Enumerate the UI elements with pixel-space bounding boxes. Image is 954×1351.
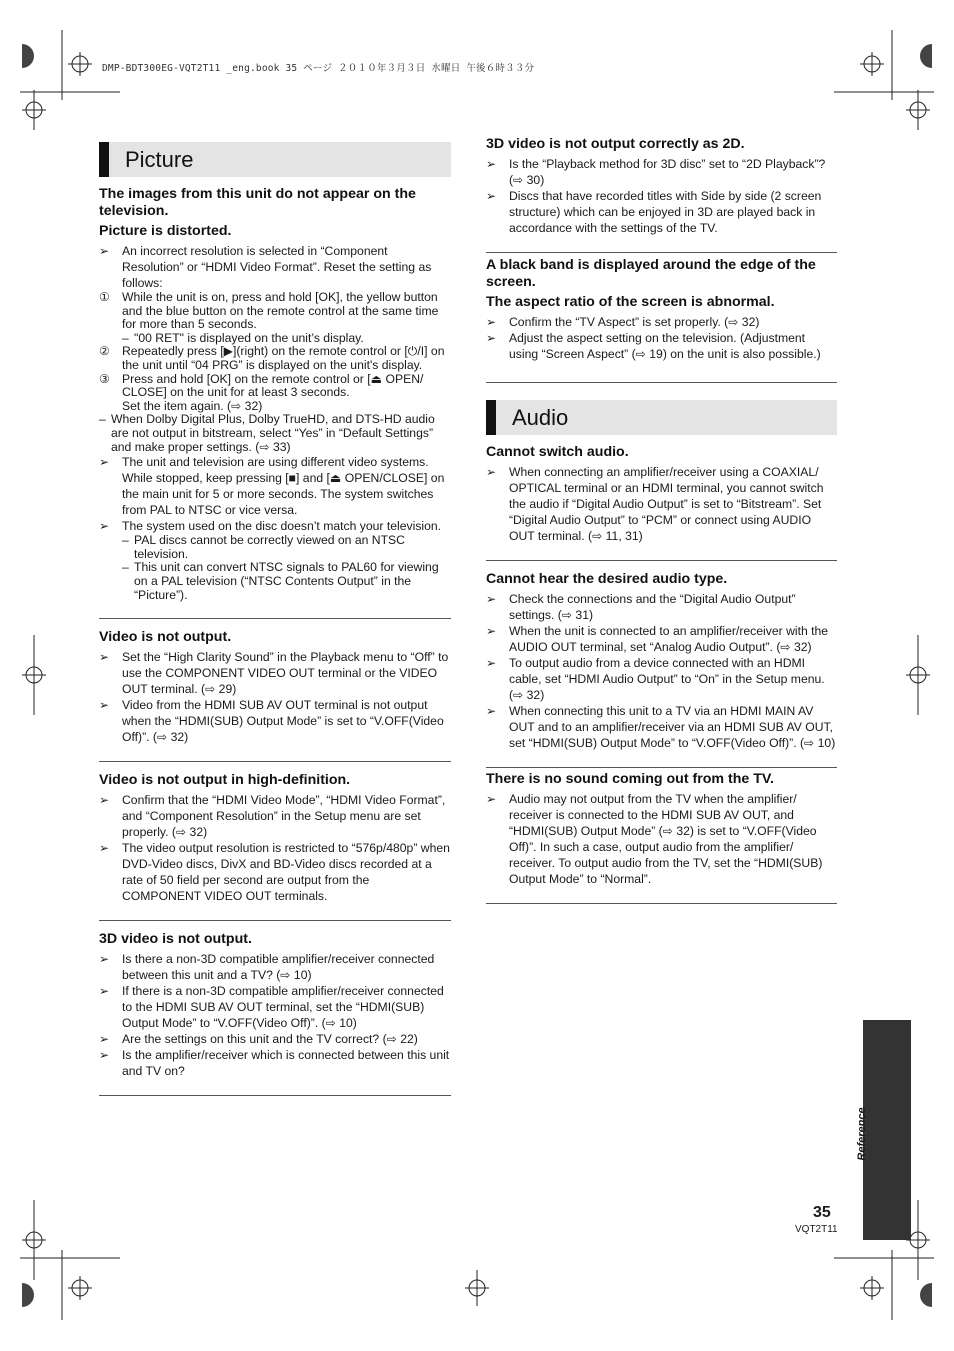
faq-item: [99, 518, 451, 534]
step-text: Set the item again. (⇨ 32): [122, 398, 263, 413]
arrow-icon: ➢: [99, 698, 110, 713]
arrow-icon: ➢: [99, 952, 110, 967]
arrow-icon: ➢: [99, 455, 110, 470]
procedure-step: [99, 291, 451, 332]
faq-item-text: An incorrect resolution is selected in “Component Resolution” or “HDMI Video Format”. Reset the setting as follows:: [122, 244, 432, 290]
faq-item: [99, 1047, 451, 1079]
arrow-icon: ➢: [486, 656, 497, 670]
faq-heading: 3D video is not output.: [99, 931, 252, 948]
page-code: VQT2T11: [795, 1224, 838, 1235]
faq-block-video-not-output: [99, 619, 451, 761]
faq-item-text: Is the “Playback method for 3D disc” set to “2D Playback”? (⇨ 30): [509, 157, 826, 187]
arrow-icon: ➢: [486, 704, 497, 718]
arrow-icon: ➢: [99, 984, 110, 999]
faq-item: [99, 243, 451, 291]
faq-heading: 3D video is not output correctly as 2D.: [486, 136, 745, 152]
faq-heading: Video is not output.: [99, 629, 232, 646]
section-marker: [99, 142, 109, 177]
faq-item-text: When the unit is connected to an amplifier/receiver with the AUDIO OUT terminal, set “Analog Audio Output”. (⇨ 32): [509, 624, 829, 654]
faq-item-text: Is there a non-3D compatible amplifier/receiver connected between this unit and a TV? (⇨ 10): [122, 952, 435, 983]
dash-mark: –: [122, 533, 129, 548]
step-text: While the unit is on, press and hold [OK], the yellow button and the blue button on the remote control at the same time for more than 5 seconds.: [122, 290, 439, 332]
dash-mark: –: [122, 560, 129, 575]
section-title: Picture: [125, 146, 194, 172]
arrow-icon: ➢: [486, 792, 497, 806]
faq-heading: The aspect ratio of the screen is abnormal.: [486, 294, 775, 310]
section-header-picture: [99, 142, 451, 177]
procedure-step-continued: [99, 400, 451, 414]
faq-item-text: Audio may not output from the TV when the amplifier/ receiver is connected to the HDMI SUB AV OUT, and “HDMI(SUB) Output Mode” (⇨ 32) is set to “V.OFF(Video Off)”. In such a case, output audio from the amplifier/ receiver. To output audio from the TV, set the “HDMI(SUB) Output Mode” to “Normal”.: [509, 792, 823, 886]
arrow-icon: ➢: [99, 841, 110, 856]
step-note: [99, 332, 451, 346]
faq-item: [486, 330, 837, 362]
faq-block-no-picture: [99, 186, 451, 618]
note-item: [99, 561, 451, 602]
faq-item-text: Are the settings on this unit and the TV correct? (⇨ 22): [122, 1032, 418, 1047]
faq-block-cannot-switch-audio: [486, 444, 837, 560]
faq-item-text: The system used on the disc doesn’t match your television.: [122, 519, 442, 534]
faq-item: [486, 188, 837, 236]
arrow-icon: ➢: [99, 650, 110, 665]
faq-item: [486, 703, 837, 751]
faq-item: [99, 840, 451, 904]
faq-item-text: The video output resolution is restricted to “576p/480p” when DVD-Video discs, DivX and BD-Video discs recorded at a rate of 50 field per second are output from the COMPONENT VIDEO OUT terminals.: [122, 841, 450, 904]
section-marker: [486, 400, 496, 435]
faq-item: [99, 649, 451, 697]
section-title: Audio: [512, 404, 569, 430]
faq-heading: Cannot switch audio.: [486, 444, 629, 460]
faq-item: [99, 951, 451, 983]
arrow-icon: ➢: [486, 189, 497, 203]
faq-item-text: Is the amplifier/receiver which is connected between this unit and TV on?: [122, 1048, 450, 1079]
arrow-icon: ➢: [99, 1048, 110, 1063]
arrow-icon: ➢: [486, 465, 497, 479]
step-number-3: ③: [99, 371, 110, 386]
divider: [486, 903, 837, 904]
faq-item: [99, 454, 451, 518]
faq-item-text: The unit and television are using different video systems. While stopped, keep pressing [■] and [⏏ OPEN/CLOSE] on the main unit for 5 or more seconds. The system switches from PAL to NTSC or vice versa.: [122, 455, 445, 518]
faq-block-black-band: [486, 253, 837, 382]
step-text: Press and hold [OK] on the remote control or [⏏ OPEN/ CLOSE] on the unit for at least 3 seconds.: [122, 371, 424, 400]
arrow-icon: ➢: [486, 315, 497, 329]
step-note-text: "00 RET" is displayed on the unit’s display.: [134, 330, 364, 345]
faq-item-text: Video from the HDMI SUB AV OUT terminal is not output when the “HDMI(SUB) Output Mode” is set to “V.OFF(Video Off)”. (⇨ 32): [122, 698, 444, 745]
faq-item-text: To output audio from a device connected with an HDMI cable, set “HDMI Audio Output” to “On” in the Setup menu. (⇨ 32): [509, 656, 825, 702]
arrow-icon: ➢: [486, 331, 497, 345]
faq-item: [99, 697, 451, 745]
faq-block-3d-as-2d: [486, 136, 837, 252]
procedure-step: [99, 373, 451, 400]
note-item: [99, 534, 451, 561]
arrow-icon: ➢: [486, 624, 497, 638]
faq-item-text: When connecting this unit to a TV via an HDMI MAIN AV OUT and to an amplifier/receiver via an HDMI SUB AV OUT, set “HDMI(SUB) Output Mode” to “V.OFF(Video Off)”. (⇨ 10): [509, 704, 836, 750]
faq-block-no-3d: [99, 921, 451, 1095]
faq-heading: The images from this unit do not appear on the television.: [99, 186, 416, 219]
arrow-icon: ➢: [486, 592, 497, 606]
faq-heading: A black band is displayed around the edge of the screen.: [486, 257, 816, 290]
left-column: [99, 142, 451, 1096]
note-item: [99, 413, 451, 454]
step-number-1: ①: [99, 290, 110, 304]
right-column: [486, 136, 837, 904]
step-number-2: ②: [99, 344, 110, 359]
faq-block-no-hd: [99, 762, 451, 920]
faq-heading: There is no sound coming out from the TV.: [486, 771, 774, 787]
reference-label: Reference: [856, 1107, 868, 1161]
dash-mark: –: [122, 330, 129, 345]
arrow-icon: ➢: [99, 244, 110, 258]
faq-item: [99, 792, 451, 840]
faq-item-text: Discs that have recorded titles with Side by side (2 screen structure) which can be enjoyed in 3D are played back in accordance with the settings of the TV.: [509, 189, 822, 235]
faq-item-text: Confirm that the “HDMI Video Mode”, “HDMI Video Format”, and “Component Resolution” in the Setup menu are set properly. (⇨ 32): [122, 793, 446, 840]
reference-tab: [863, 1020, 911, 1240]
faq-block-no-tv-sound: [486, 768, 837, 903]
faq-heading: Video is not output in high-definition.: [99, 772, 351, 789]
faq-item-text: Confirm the “TV Aspect” is set properly. (⇨ 32): [509, 315, 760, 329]
faq-heading: Cannot hear the desired audio type.: [486, 571, 728, 587]
faq-item-text: Check the connections and the “Digital Audio Output” settings. (⇨ 31): [509, 592, 796, 622]
faq-item: [486, 156, 837, 188]
arrow-icon: ➢: [99, 1032, 110, 1047]
page-number: 35: [813, 1204, 831, 1221]
print-header: DMP-BDT300EG-VQT2T11 _eng.book 35 ページ ２０１０年３月３日 水曜日 午後６時３３分: [102, 63, 535, 74]
arrow-icon: ➢: [486, 157, 497, 171]
faq-heading: Picture is distorted.: [99, 223, 232, 239]
arrow-icon: ➢: [99, 793, 110, 808]
divider: [99, 1095, 451, 1096]
arrow-icon: ➢: [99, 519, 110, 534]
faq-item: [486, 464, 837, 544]
faq-item-text: Set the “High Clarity Sound” in the Playback menu to “Off” to use the COMPONENT VIDEO OUT terminal or the VIDEO OUT terminal. (⇨ 29): [122, 650, 449, 697]
faq-item: [486, 591, 837, 623]
note-text: When Dolby Digital Plus, Dolby TrueHD, and DTS-HD audio are not output in bitstream, select “Yes” in “Default Settings” and make proper settings. (⇨ 33): [111, 412, 435, 454]
dash-mark: –: [99, 412, 106, 427]
faq-item: [99, 1031, 451, 1047]
faq-item: [486, 655, 837, 703]
note-text: This unit can convert NTSC signals to PAL60 for viewing on a PAL television (“NTSC Contents Output” in the “Picture”).: [134, 560, 439, 602]
faq-item-text: When connecting an amplifier/receiver using a COAXIAL/ OPTICAL terminal or an HDMI terminal, you cannot switch the audio if “Digital Audio Output” is set to “Bitstream”. Set “Digital Audio Output” to “PCM” or connect using AUDIO OUT terminal. (⇨ 11, 31): [509, 465, 824, 543]
faq-block-desired-audio: [486, 561, 837, 767]
faq-item: [486, 623, 837, 655]
procedure-step: [99, 345, 451, 372]
section-header-audio: [486, 400, 837, 435]
note-text: PAL discs cannot be correctly viewed on an NTSC television.: [134, 533, 405, 561]
faq-item-text: Adjust the aspect setting on the television. (Adjustment using “Screen Aspect” (⇨ 19) on the unit is also possible.): [509, 331, 821, 361]
faq-item: [486, 314, 837, 330]
faq-item: [486, 791, 837, 887]
faq-item-text: If there is a non-3D compatible amplifier/receiver connected to the HDMI SUB AV OUT terminal, set the “HDMI(SUB) Output Mode” to “V.OFF(Video Off)”. (⇨ 10): [122, 984, 444, 1031]
faq-item: [99, 983, 451, 1031]
step-text: Repeatedly press [▶](right) on the remote control or [⏻/I] on the unit until “04 PRG” is displayed on the unit's display.: [122, 344, 445, 372]
